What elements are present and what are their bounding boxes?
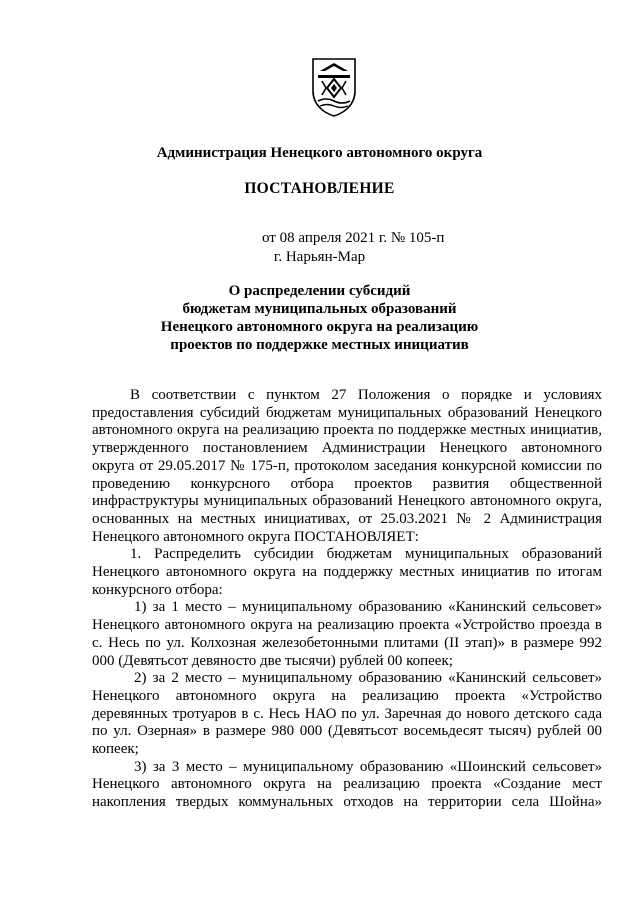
document-date-number: от 08 апреля 2021 г. № 105-п: [262, 230, 445, 246]
preamble-paragraph: В соответствии с пунктом 27 Положения о порядке и условиях предоставления субсидий бюджетам муниципальных образований Ненецкого автономного округа на реализацию проекта по поддержке местных инициатив, утвержденного постановлением Администрации Ненецкого автономного округа от 29.05.2017 № 175-п, протоколом заседания конкурсной комиссии по проведению конкурсного отбора проектов развития общественной инфраструктуры муниципальных образований Ненецкого автономного округа, основанных на местных инициативах, от 25.03.2021 № 2 Администрация Ненецкого автономного округа ПОСТАНОВЛЯЕТ:: [92, 387, 602, 545]
item-1-paragraph: 1. Распределить субсидии бюджетам муниципальных образований Ненецкого автономного округа на поддержку местных инициатив по итогам конкурсного отбора:: [92, 546, 602, 598]
organization-name: Администрация Ненецкого автономного округа: [156, 145, 483, 161]
sub-item-2-paragraph: 2) за 2 место – муниципальному образованию «Канинский сельсовет» Ненецкого автономного округа на реализацию проекта «Устройство деревянных тротуаров в с. Несь НАО по ул. Заречная до нового детского сада по ул. Озерная» в размере 980 000 (Девятьсот восемьдесят тысяч) рублей 00 копеек;: [92, 670, 602, 758]
document-type: ПОСТАНОВЛЕНИЕ: [244, 180, 395, 197]
sub-item-3-paragraph: 3) за 3 место – муниципальному образованию «Шоинский сельсовет» Ненецкого автономного округа на реализацию проекта «Создание мест накопления твердых коммунальных отходов на территории села Шойна»: [92, 758, 602, 811]
title-line: бюджетам муниципальных образований: [182, 301, 457, 317]
document-title: [0, 282, 639, 354]
coat-of-arms-icon: [310, 57, 358, 117]
title-line: Ненецкого автономного округа на реализацию: [160, 319, 479, 335]
title-line: проектов по поддержке местных инициатив: [170, 337, 469, 353]
document-city: г. Нарьян-Мар: [273, 249, 366, 265]
title-line: О распределении субсидий: [228, 283, 411, 299]
document-body: [92, 387, 602, 812]
sub-item-1-paragraph: 1) за 1 место – муниципальному образованию «Канинский сельсовет» Ненецкого автономного округа на реализацию проекта «Устройство проезда в с. Несь по ул. Колхозная железобетонными плитами (II этап)» в размере 992 000 (Девятьсот девяносто две тысячи) рублей 00 копеек;: [92, 599, 602, 669]
